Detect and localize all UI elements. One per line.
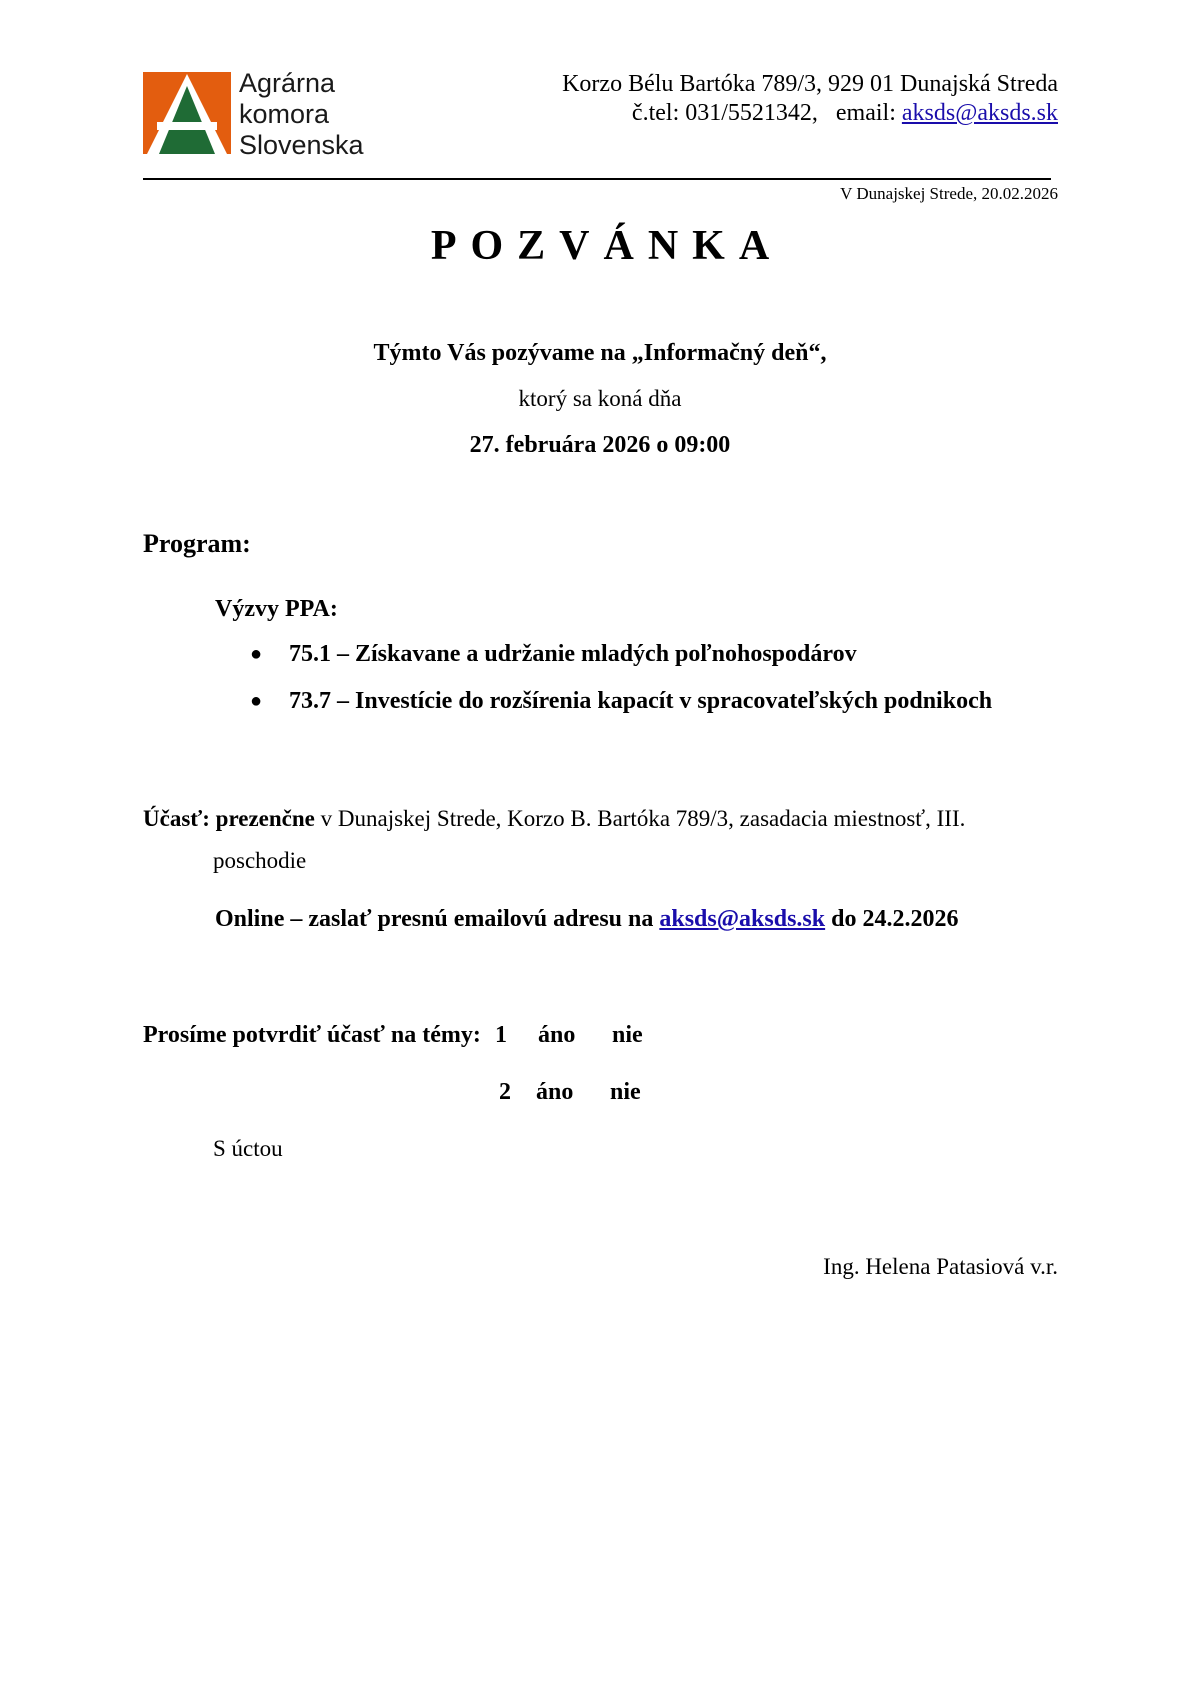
date-line: V Dunajskej Strede, 20.02.2026 (840, 184, 1058, 203)
logo-line-2: komora (239, 99, 330, 129)
program-item-2: 73.7 – Investície do rozšírenia kapacít v spracovateľských podnikoch (289, 688, 993, 714)
signature: Ing. Helena Patasiová v.r. (823, 1254, 1058, 1279)
online-line (215, 906, 958, 933)
participation-location: v Dunajskej Strede, Korzo B. Bartóka 789/3, zasadacia miestnosť, III. (314, 806, 966, 831)
participation-mode: prezenčne (215, 806, 315, 831)
online-text: Online – zaslať presnú emailovú adresu na (215, 906, 660, 932)
program-item-1: 75.1 – Získavane a udržanie mladých poľnohospodárov (289, 641, 857, 667)
participation-location-cont: poschodie (213, 848, 307, 873)
header-email-link[interactable]: aksds@aksds.sk (901, 100, 1058, 126)
topic-number-1: 1 (495, 1022, 507, 1048)
intro-line-2: ktorý sa koná dňa (518, 386, 682, 411)
address-block (562, 70, 1058, 128)
event-datetime: 27. februára 2026 o 09:00 (469, 432, 731, 458)
bullet-icon: ● (250, 643, 263, 665)
logo-line-3: Slovenska (239, 130, 364, 160)
program-subheading: Výzvy PPA: (215, 596, 338, 622)
program-heading: Program: (143, 529, 251, 558)
logo-line-1: Agrárna (239, 68, 336, 98)
online-email-link[interactable]: aksds@aksds.sk (659, 906, 826, 932)
phone-text: č.tel: 031/5521342, (631, 100, 818, 126)
topic-1-yes-option[interactable]: áno (538, 1022, 576, 1048)
logo-wordmark (239, 68, 364, 161)
closing-regards: S úctou (213, 1136, 283, 1161)
online-deadline: do 24.2.2026 (825, 906, 959, 932)
page-title: POZVÁNKA (430, 223, 784, 269)
contact-line (562, 99, 1058, 128)
agrarna-komora-logo-icon (143, 72, 231, 154)
address-line: Korzo Bélu Bartóka 789/3, 929 01 Dunajská Streda (562, 71, 1058, 97)
participation-line (143, 806, 965, 832)
header-divider (143, 178, 1051, 180)
topic-2-no-option[interactable]: nie (610, 1079, 641, 1105)
confirmation-prompt: Prosíme potvrdiť účasť na témy: (143, 1022, 481, 1048)
email-label: email: (835, 100, 896, 126)
topic-1-no-option[interactable]: nie (612, 1022, 643, 1048)
participation-label: Účasť: (143, 806, 210, 831)
topic-2-yes-option[interactable]: áno (536, 1079, 574, 1105)
intro-line-1: Týmto Vás pozývame na „Informačný deň“, (373, 340, 827, 366)
topic-number-2: 2 (499, 1079, 511, 1105)
bullet-icon: ● (250, 690, 263, 712)
